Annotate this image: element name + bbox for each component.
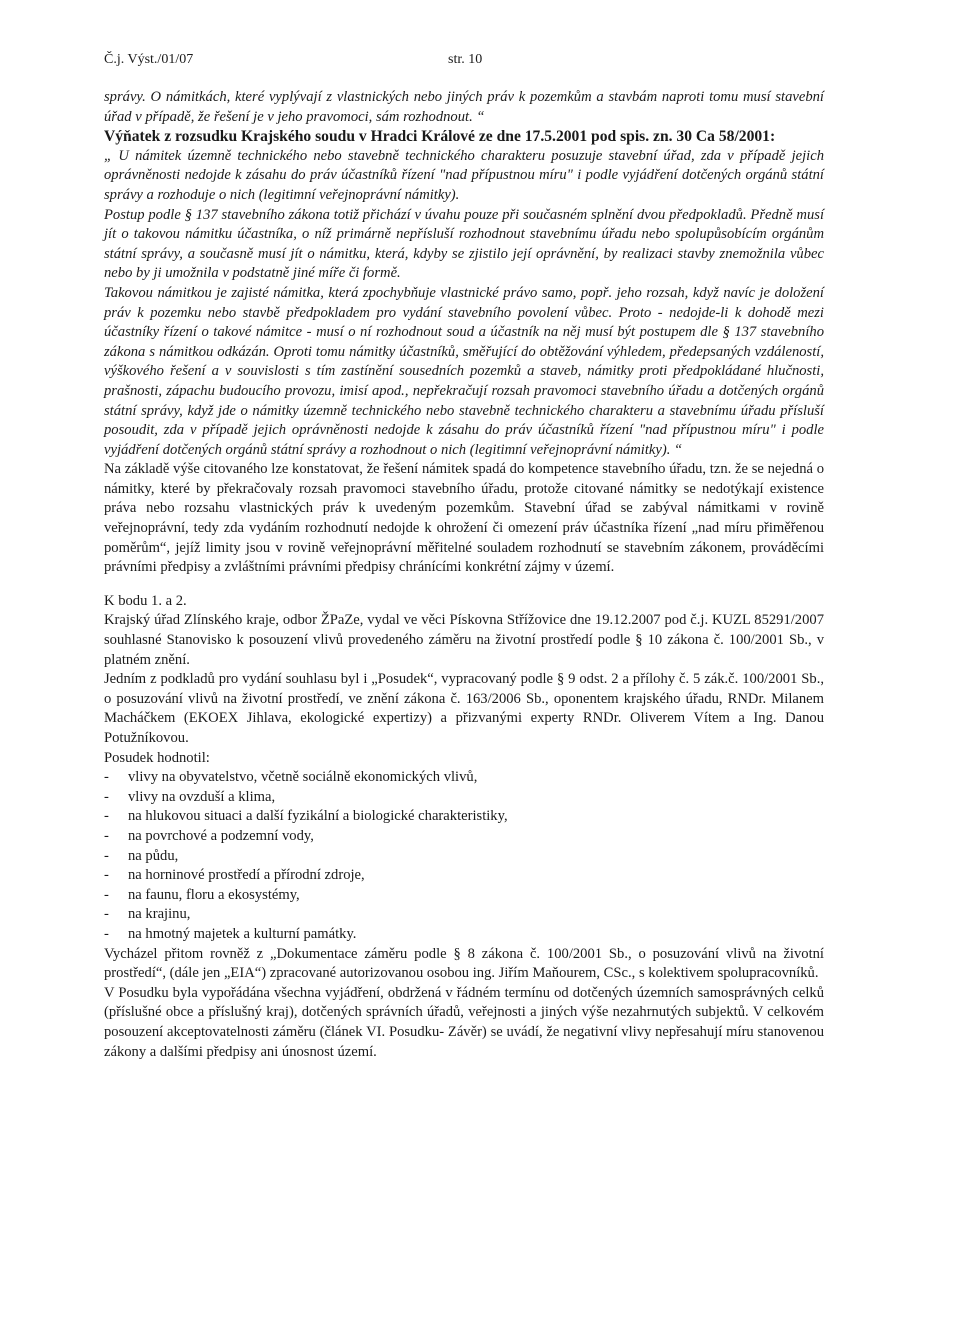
list-item: [104, 807, 824, 827]
list-item-text: na půdu,: [128, 847, 179, 864]
list-item-text: na hlukovou situaci a další fyzikální a biologické charakteristiky,: [128, 808, 508, 825]
list-marker: -: [104, 867, 109, 884]
excerpt-heading: Výňatek z rozsudku Krajského soudu v Hradci Králové ze dne 17.5.2001 pod spis. zn. 30 Ca 58/2001:: [104, 128, 776, 146]
list-item: [104, 768, 824, 788]
assessment-list: [104, 768, 824, 944]
section-paragraph: Krajský úřad Zlínského kraje, odbor ŽPaZe, vydal ve věci Pískovna Střížovice dne 19.12.2007 pod č.j. KUZL 85291/2007 souhlasné Stanovisko k posouzení vlivů provedeného záměru na životní prostředí podle § 10 zákona č. 100/2001 Sb., v platném znění.: [104, 612, 824, 668]
list-marker: -: [104, 769, 109, 786]
section-paragraph: Posudek hodnotil:: [104, 749, 210, 766]
list-marker: -: [104, 925, 109, 942]
list-marker: -: [104, 906, 109, 923]
section-label: K bodu 1. a 2.: [104, 592, 187, 609]
list-item-text: vlivy na obyvatelstvo, včetně sociálně ekonomických vlivů,: [128, 769, 478, 786]
list-marker: -: [104, 808, 109, 825]
closing-paragraph: Vycházel přitom rovněž z „Dokumentace záměru podle § 8 zákona č. 100/2001 Sb., o posuzování vlivů na životní prostředí“, (dále jen „EIA“) zpracované autorizovanou osobou ing. Jiřím Maňourem, CSc., s kolektivem spolupracovníků.: [104, 945, 824, 982]
list-marker: -: [104, 886, 109, 903]
list-item: [104, 827, 824, 847]
list-item: [104, 925, 824, 945]
list-item-text: na povrchové a podzemní vody,: [128, 827, 314, 844]
quote-paragraph: „ U námitek územně technického nebo stavebně technického charakteru posuzuje stavební úřad, zda v případě jejich oprávněnosti nedojde k zásahu do práv účastníků řízení "nad přípustnou míru" i podle vyjádření dotčených orgánů státní správy a rozhoduje o nich (legitimní veřejnoprávní námitky).: [104, 147, 824, 203]
list-item: [104, 886, 824, 906]
list-marker: -: [104, 788, 109, 805]
quote-paragraph: Postup podle § 137 stavebního zákona totiž přichází v úvahu pouze při současném splnění dvou předpokladů. Předně musí jít o takovou námitku účastníka, o níž primárně nepřísluší rozhodnout stavebnímu úřadu nebo spolupůsobícím orgánům státní správy, a současně musí jít o námitku, která, kdyby se zjistilo její oprávnění, by realizaci stavby znemožnila vůbec nebo by ji umožnila v podstatně jiné míře či formě.: [104, 206, 824, 282]
quote-intro: správy. O námitkách, které vyplývají z vlastnických nebo jiných práv k pozemkům a stavbám naproti tomu musí stavební úřad v případě, že řešení je v jeho pravomoci, sám rozhodnout. “: [104, 89, 824, 125]
reference-number: Č.j. Výst./01/07: [104, 52, 194, 67]
list-item: [104, 788, 824, 808]
conclusion-paragraph: Na základě výše citovaného lze konstatovat, že řešení námitek spadá do kompetence stavebního úřadu, tzn. že se nejedná o námitky, které by překračovaly rozsah pravomoci stavebního úřadu, protože citované námitky se nedotýkají existence práva nebo rozsahu vlastnických práv k uvedeným pozemkům. Stavební úřad se zabýval námitkami v rovině veřejnoprávní, tedy zda vydáním rozhodnutí nedojde k ohrožení či omezení práv účastníka řízení „nad míru přiměřenou poměrům“, jejíž limity jsou v rovině veřejnoprávní měřitelné souladem rozhodnutí se stavebním zákonem, prováděcími právními předpisy a zvláštními právními předpisy chránícími konkrétní zájmy v území.: [104, 461, 824, 576]
list-item-text: na faunu, floru a ekosystémy,: [128, 886, 300, 903]
list-item-text: vlivy na ovzduší a klima,: [128, 788, 276, 805]
list-item: [104, 847, 824, 867]
list-marker: -: [104, 827, 109, 844]
page-header: [104, 52, 856, 72]
document-body: [104, 88, 824, 1062]
closing-paragraph: V Posudku byla vypořádána všechna vyjádření, obdržená v řádném termínu od dotčených územních samosprávných celků (příslušné obce a příslušný kraj), dotčených správních úřadů, veřejnosti a jiných výše nezahrnutých subjektů. V celkovém posouzení akceptovatelnosti záměru (článek VI. Posudku- Závěr) se uvádí, že negativní vlivy nepřesahují míru stanovenou zákony a dalšími předpisy ani únosnost území.: [104, 984, 824, 1060]
spacer: [104, 578, 824, 592]
list-item: [104, 866, 824, 886]
list-item: [104, 905, 824, 925]
list-marker: -: [104, 847, 109, 864]
list-item-text: na horninové prostředí a přírodní zdroje,: [128, 867, 365, 884]
quote-paragraph: Takovou námitkou je zajisté námitka, která zpochybňuje vlastnické právo samo, popř. jeho rozsah, když navíc je doložení práv k pozemku nebo stavbě předpokladem pro vydání stavebního povolení vůbec. Proto - nedojde-li k dohodě mezi účastníky řízení o takové námitce - musí o ní rozhodnout soud a účastník na něj musí být postupem dle § 137 stavebního zákona s námitkou odkázán. Oproti tomu námitky účastníků, směřující do obtěžování výhledem, předepsaných vzdáleností, výškového řešení a v souvislosti s tím zastínění sousedních pozemků a staveb, námitky proti předpokládané hlučnosti, prašnosti, zápachu budoucího provozu, imisí apod., nepřekračují rozsah pravomoci stavebního úřadu a dotčených orgánů státní správy, když jde o námitky územně technického nebo stavebně technického charakteru a stavebnímu úřadu přísluší posoudit, zda v případě jejich oprávněnosti nedojde k zásahu do práv účastníků řízení "nad přípustnou míru" i podle vyjádření dotčených orgánů státní správy a rozhodnout o nich (legitimní veřejnoprávní námitky). “: [104, 284, 824, 458]
list-item-text: na hmotný majetek a kulturní památky.: [128, 925, 357, 942]
list-item-text: na krajinu,: [128, 906, 191, 923]
section-paragraph: Jedním z podkladů pro vydání souhlasu byl i „Posudek“, vypracovaný podle § 9 odst. 2 a přílohy č. 5 zák.č. 100/2001 Sb., o posuzování vlivů na životní prostředí, ve znění zákona č. 163/2006 Sb., oponentem krajského úřadu, RNDr. Milanem Macháčkem (EKOEX Jihlava, ekologické expertizy) a přizvanými experty RNDr. Oliverem Vítem a Ing. Danou Potužníkovou.: [104, 671, 824, 746]
page-number: str. 10: [448, 52, 483, 67]
